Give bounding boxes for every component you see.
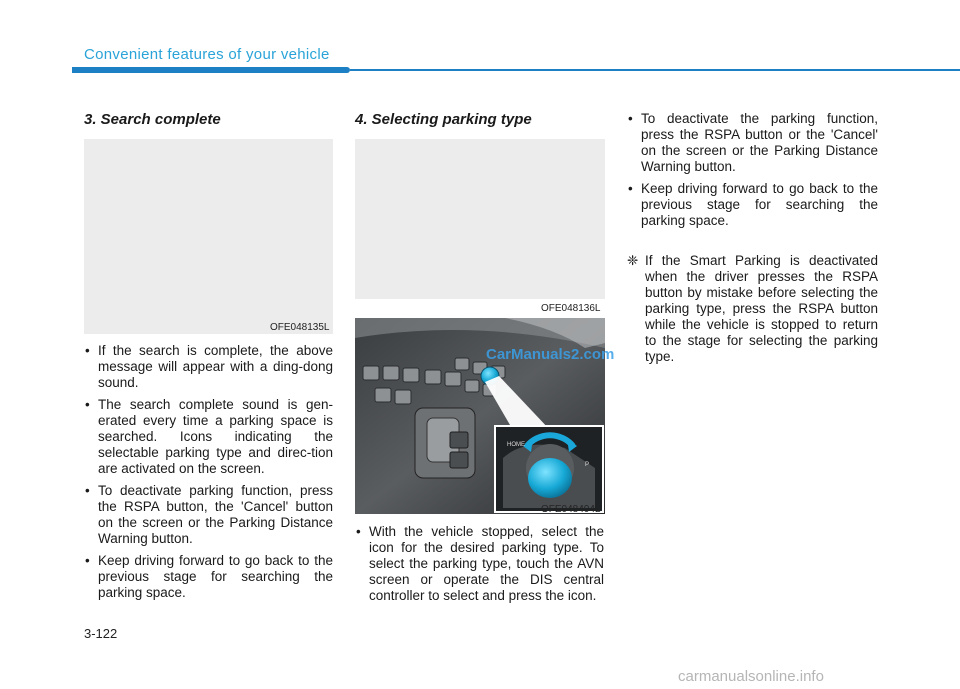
note-block bbox=[627, 253, 878, 365]
list-item: • To deactivate the parking function, press the RSPA button or the 'Cancel' on the screen or the Parking Distance Warning button. bbox=[627, 111, 878, 175]
header-rule bbox=[350, 69, 960, 71]
list-item: • The search complete sound is gen-erated every time a parking space is searched. Icons indicating the selectable parking type and direc-tion are activated on the screen. bbox=[84, 397, 333, 477]
selecting-parking-type-title: 4. Selecting parking type bbox=[355, 111, 532, 128]
search-complete-figure bbox=[84, 139, 333, 334]
home-label: HOME bbox=[507, 442, 525, 448]
right-bullet-list bbox=[627, 111, 878, 235]
note-mark-icon: ❈ bbox=[627, 253, 639, 268]
header-accent-bar bbox=[72, 67, 350, 73]
figure-code-left: OFE048135L bbox=[270, 322, 330, 333]
list-item: • To deactivate parking function, press the RSPA button, the 'Cancel' button on the screen or the Parking Distance Warning button. bbox=[84, 483, 333, 547]
carmanualsonline-watermark[interactable]: carmanualsonline.info bbox=[678, 668, 824, 685]
list-item: • With the vehicle stopped, select the icon for the desired parking type. To select the parking type, touch the AVN screen or operate the DIS central controller to select and press the icon. bbox=[355, 524, 604, 604]
search-complete-title: 3. Search complete bbox=[84, 111, 221, 128]
note-text: If the Smart Parking is deactivated when the driver presses the RSPA button by mistake before selecting the parking type, press the RSPA button while the vehicle is stopped to return to the stage for selecting the parking type. bbox=[645, 253, 878, 364]
list-item: • Keep driving forward to go back to the previous stage for searching the parking space. bbox=[84, 553, 333, 601]
page-number: 3-122 bbox=[84, 626, 118, 641]
middle-bullet-list bbox=[355, 524, 604, 610]
carmanuals2-watermark: CarManuals2.com bbox=[486, 346, 615, 363]
p-label: P bbox=[585, 462, 590, 468]
left-bullet-list bbox=[84, 343, 333, 607]
figure-code-middle-top: OFE048136L bbox=[541, 303, 601, 314]
list-item: • If the search is complete, the above message will appear with a ding-dong sound. bbox=[84, 343, 333, 391]
parking-type-figure bbox=[355, 139, 605, 299]
list-item: • Keep driving forward to go back to the previous stage for searching the parking space. bbox=[627, 181, 878, 229]
figure-code-middle-bottom: OFE048404L bbox=[541, 504, 601, 515]
section-header-title: Convenient features of your vehicle bbox=[84, 46, 330, 63]
